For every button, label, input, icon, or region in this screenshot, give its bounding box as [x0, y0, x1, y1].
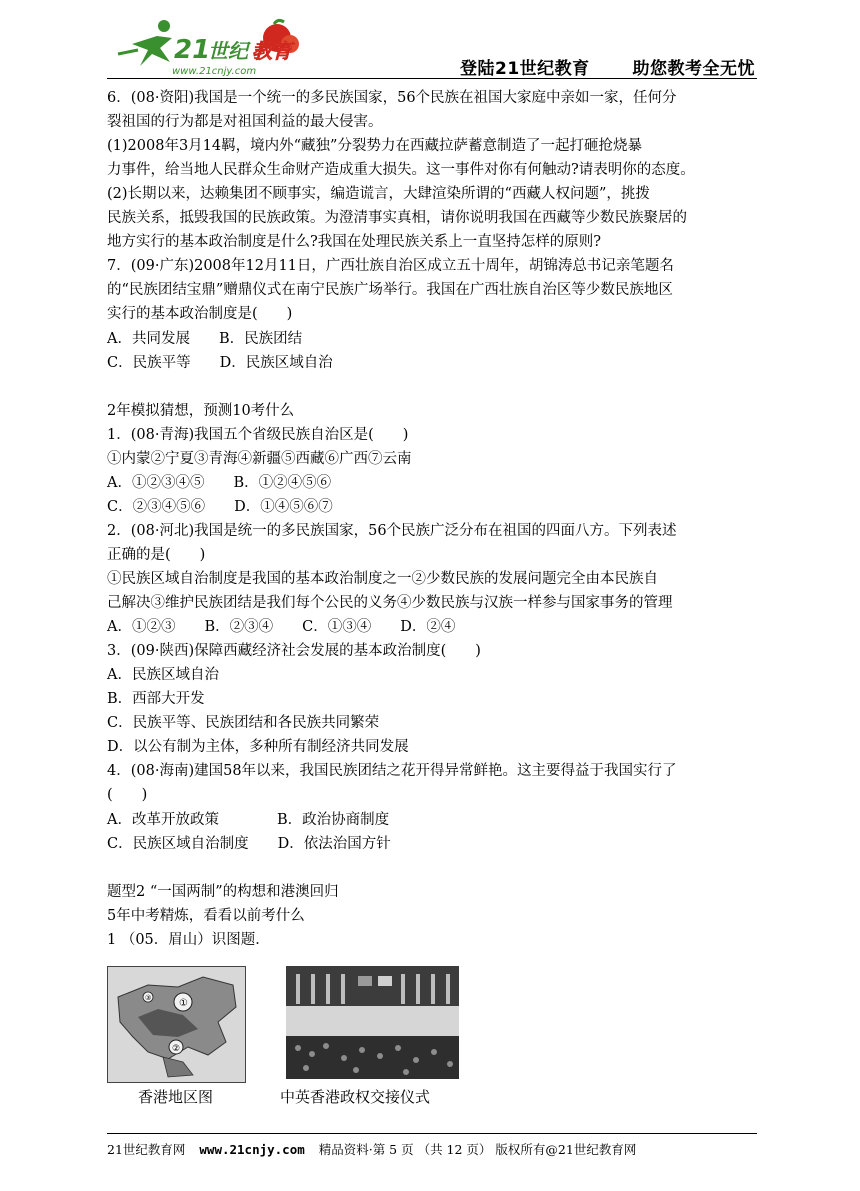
svg-text:21: 21	[174, 35, 211, 65]
text-line: (1)2008年3月14羁，境内外“藏独”分裂势力在西藏拉萨蓄意制造了一起打砸抢烧暴	[107, 138, 642, 155]
svg-text:世纪: 世纪	[208, 39, 248, 63]
text-line: B．西部大开发	[107, 691, 205, 708]
hong-kong-map-image	[108, 967, 245, 1082]
svg-text:教育: 教育	[252, 39, 292, 63]
map-label-3: ③	[145, 994, 152, 1002]
text-line: D．以公有制为主体，多种所有制经济共同发展	[107, 739, 409, 756]
footer-page-info: 精品资料·第 5 页 （共 12 页） 版权所有@21世纪教育网	[318, 1142, 637, 1157]
slogan-right: 助您教考全无忧	[632, 59, 756, 79]
text-line: ( )	[107, 787, 148, 804]
header-divider	[107, 78, 757, 79]
text-line: 1 （05．眉山）识图题．	[107, 931, 270, 948]
text-line: A．①②③ B．②③④ C．①③④ D．②④	[107, 619, 456, 636]
text-line: 实行的基本政治制度是( )	[107, 306, 293, 323]
footer-divider	[107, 1133, 757, 1134]
text-line: A．民族区域自治	[107, 667, 219, 684]
text-line: C．民族平等 D．民族区域自治	[107, 354, 333, 371]
text-line: C．民族平等、民族团结和各民族共同繁荣	[107, 715, 380, 732]
text-line: C．②③④⑤⑥ D．①④⑤⑥⑦	[107, 498, 333, 515]
text-line: C．民族区域自治制度 D．依法治国方针	[107, 835, 391, 852]
svg-text:www.21cnjy.com: www.21cnjy.com	[172, 66, 257, 77]
text-line: ①民族区域自治制度是我国的基本政治制度之一②少数民族的发展问题完全由本民族自	[107, 571, 658, 587]
text-line: 5年中考精炼，看看以前考什么	[107, 907, 305, 924]
text-line: 民族关系，抵毁我国的民族政策。为澄清事实真相，请你说明我国在西藏等少数民族聚居的	[107, 210, 687, 227]
text-line: 6．(08·资阳)我国是一个统一的多民族国家，56个民族在祖国大家庭中亲如一家，任何分	[107, 90, 677, 106]
text-line: 地方实行的基本政治制度是什么?我国在处理民族关系上一直坚持怎样的原则?	[107, 234, 602, 251]
text-line: 7．(09·广东)2008年12月11日，广西壮族自治区成立五十周年，胡锦涛总书记亲笔题名	[107, 258, 674, 275]
text-line: 1．(08·青海)我国五个省级民族自治区是( )	[107, 426, 409, 443]
logo	[112, 14, 302, 78]
text-line: A．①②③④⑤ B．①②④⑤⑥	[107, 474, 332, 491]
map-label-2: ②	[172, 1044, 181, 1054]
map-caption: 香港地区图	[138, 1088, 214, 1106]
footer-url[interactable]: www.21cnjy.com	[199, 1142, 305, 1157]
text-line: 4．(08·海南)建国58年以来，我国民族团结之花开得异常鲜艳。这主要得益于我国实行了	[107, 763, 677, 780]
text-line: 正确的是( )	[107, 546, 206, 563]
hong-kong-map-figure	[107, 966, 246, 1083]
header-slogan	[460, 54, 755, 79]
text-line: (2)长期以来，达赖集团不顾事实，编造谎言，大肆渲染所谓的“西藏人权问题”，挑拨	[107, 186, 650, 203]
text-line: 题型2 “一国两制”的构想和港澳回归	[107, 883, 339, 900]
text-line: 力事件，给当地人民群众生命财产造成重大损失。这一事件对你有何触动?请表明你的态度。	[107, 162, 695, 179]
map-label-1: ①	[179, 998, 188, 1009]
text-line: 2．(08·河北)我国是统一的多民族国家，56个民族广泛分布在祖国的四面八方。下列表述	[107, 522, 677, 539]
text-line: 裂祖国的行为都是对祖国利益的最大侵害。	[107, 114, 383, 131]
photo-caption: 中英香港政权交接仪式	[280, 1088, 431, 1106]
handover-ceremony-photo	[286, 966, 459, 1079]
text-line: ①内蒙②宁夏③青海④新疆⑤西藏⑥广西⑦云南	[107, 450, 412, 467]
text-line: A．共同发展 B．民族团结	[107, 330, 303, 347]
text-line: A．改革开放政策 B．政治协商制度	[107, 811, 390, 828]
slogan-left: 登陆21世纪教育	[460, 59, 590, 79]
text-line: 的“民族团结宝鼎”赠鼎仪式在南宁民族广场举行。我国在广西壮族自治区等少数民族地区	[107, 282, 673, 299]
text-line: 己解决③维护民族团结是我们每个公民的义务④少数民族与汉族一样参与国家事务的管理	[107, 595, 673, 612]
page-footer	[107, 1140, 636, 1158]
ceremony-photo-image	[286, 966, 459, 1079]
logo-graphic	[112, 14, 302, 78]
text-line: 3．(09·陕西)保障西藏经济社会发展的基本政治制度( )	[107, 643, 481, 660]
footer-site-name: 21世纪教育网	[107, 1142, 186, 1157]
text-line: 2年模拟猜想，预测10考什么	[107, 402, 295, 419]
